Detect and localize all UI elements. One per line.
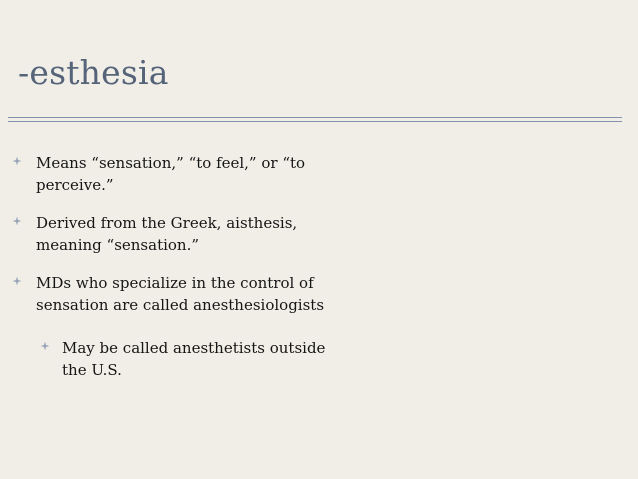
bullet-item [12, 152, 332, 196]
sparkle-bullet-icon [40, 341, 50, 351]
sub-bullet-item [40, 337, 350, 381]
bullet-text: MDs who specialize in the control of sensation are called anesthesiologists [36, 274, 325, 314]
slide-title: -esthesia [18, 53, 169, 92]
sparkle-bullet-icon [12, 216, 22, 226]
bullet-text: Means “sensation,” “to feel,” or “to perceive.” [36, 154, 306, 194]
sub-bullet-text: May be called anesthetists outside the U.S. [62, 339, 326, 379]
bullet-item [12, 212, 362, 256]
sparkle-bullet-icon [12, 156, 22, 166]
sparkle-bullet-icon [12, 276, 22, 286]
bullet-text: Derived from the Greek, aisthesis, meaning “sensation.” [36, 214, 298, 254]
bullet-item [12, 272, 352, 316]
